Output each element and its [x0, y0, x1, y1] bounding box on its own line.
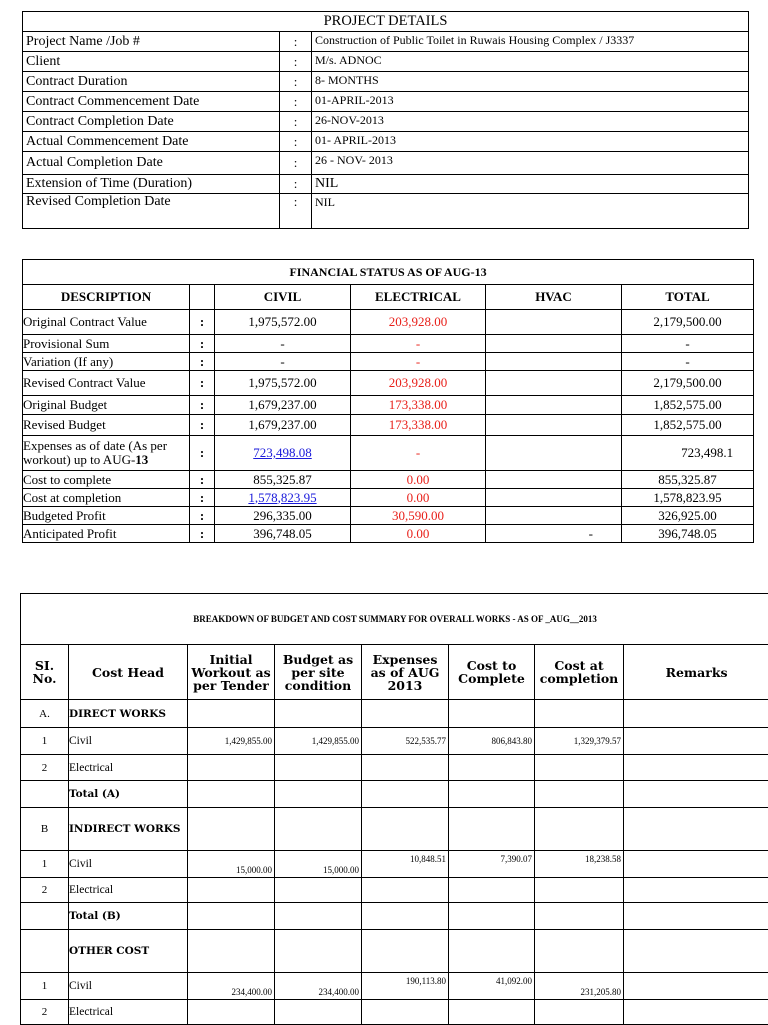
project-details-title: PROJECT DETAILS — [23, 12, 749, 32]
total-value: 326,925.00 — [622, 507, 754, 525]
financial-header-row — [23, 285, 754, 310]
row-number: 2 — [21, 1000, 69, 1025]
electrical-value: - — [351, 335, 486, 353]
row-number: 1 — [21, 728, 69, 755]
electrical-value: 173,338.00 — [351, 415, 486, 436]
civil-value: 396,748.05 — [215, 525, 351, 543]
project-value: 01- APRIL-2013 — [312, 132, 749, 152]
table-row — [21, 728, 768, 755]
total-value: 2,179,500.00 — [622, 310, 754, 335]
civil-value: - — [215, 353, 351, 371]
row-number: 1 — [21, 973, 69, 1000]
cost-head: Civil — [69, 728, 188, 755]
total-value: - — [622, 335, 754, 353]
column-header: Initial Workout as per Tender — [188, 645, 275, 700]
total-value: 396,748.05 — [622, 525, 754, 543]
project-sep: : — [280, 175, 312, 194]
civil-value-link[interactable]: 1,578,823.95 — [248, 490, 316, 505]
financial-row — [23, 353, 754, 371]
hvac-value — [486, 471, 622, 489]
budget-site: 234,400.00 — [275, 973, 362, 1000]
row-label: Original Contract Value — [23, 310, 190, 335]
cost-to-complete: 806,843.80 — [449, 728, 535, 755]
financial-status-table — [22, 259, 754, 543]
civil-value-link[interactable]: 723,498.08 — [253, 445, 312, 460]
project-label: Contract Duration — [23, 72, 280, 92]
column-header: Budget as per site condition — [275, 645, 362, 700]
column-header-blank — [190, 285, 215, 310]
row-label: Original Budget — [23, 396, 190, 415]
section-title: INDIRECT WORKS — [69, 808, 188, 851]
breakdown-title: BREAKDOWN OF BUDGET AND COST SUMMARY FOR OVERALL WORKS - AS OF _AUG__2013 — [21, 594, 768, 645]
expenses: 190,113.80 — [362, 973, 449, 1000]
cost-at-completion: 1,329,379.57 — [535, 728, 624, 755]
hvac-value — [486, 489, 622, 507]
total-value: 855,325.87 — [622, 471, 754, 489]
project-row — [23, 72, 749, 92]
project-sep: : — [280, 194, 312, 229]
section-row — [21, 930, 768, 973]
project-label: Extension of Time (Duration) — [23, 175, 280, 194]
section-title: OTHER COST — [69, 930, 188, 973]
row-colon: : — [190, 525, 215, 543]
row-label: Budgeted Profit — [23, 507, 190, 525]
project-label: Project Name /Job # — [23, 32, 280, 52]
row-colon: : — [190, 310, 215, 335]
project-sep: : — [280, 152, 312, 175]
cost-head: Civil — [69, 973, 188, 1000]
section-row — [21, 700, 768, 728]
row-number: 1 — [21, 851, 69, 878]
financial-row — [23, 525, 754, 543]
project-row — [23, 92, 749, 112]
row-label — [23, 436, 190, 471]
project-row — [23, 175, 749, 194]
total-row — [21, 903, 768, 930]
row-number: 2 — [21, 755, 69, 781]
financial-row — [23, 507, 754, 525]
cost-head: Electrical — [69, 1000, 188, 1025]
project-label: Revised Completion Date — [23, 194, 280, 229]
table-row — [21, 1000, 768, 1025]
civil-value: 296,335.00 — [215, 507, 351, 525]
row-label-text: Expenses as of date (As per workout) up to AUG- — [23, 438, 167, 467]
hvac-value — [486, 507, 622, 525]
project-label: Actual Completion Date — [23, 152, 280, 175]
electrical-value: 203,928.00 — [351, 371, 486, 396]
remarks — [624, 973, 768, 1000]
table-row — [21, 878, 768, 903]
financial-row — [23, 415, 754, 436]
row-colon: : — [190, 371, 215, 396]
column-header: DESCRIPTION — [23, 285, 190, 310]
project-value: 26-NOV-2013 — [312, 112, 749, 132]
electrical-value: 0.00 — [351, 471, 486, 489]
project-row — [23, 32, 749, 52]
total-value: - — [622, 353, 754, 371]
project-details-table — [22, 11, 749, 229]
project-value: Construction of Public Toilet in Ruwais Housing Complex / J3337 — [312, 32, 749, 52]
project-row — [23, 132, 749, 152]
breakdown-header-row — [21, 645, 768, 700]
civil-value: 1,679,237.00 — [215, 396, 351, 415]
row-colon: : — [190, 335, 215, 353]
project-value: 26 - NOV- 2013 — [312, 152, 749, 175]
project-value: M/s. ADNOC — [312, 52, 749, 72]
row-colon: : — [190, 353, 215, 371]
column-header: Cost to Complete — [449, 645, 535, 700]
project-row — [23, 194, 749, 229]
total-value: 1,852,575.00 — [622, 396, 754, 415]
total-row — [21, 781, 768, 808]
cost-to-complete: 7,390.07 — [449, 851, 535, 878]
row-label: Revised Budget — [23, 415, 190, 436]
civil-value[interactable] — [215, 436, 351, 471]
cost-at-completion: 18,238.58 — [535, 851, 624, 878]
column-header: HVAC — [486, 285, 622, 310]
civil-value: 1,975,572.00 — [215, 371, 351, 396]
remarks — [624, 851, 768, 878]
project-value: 8- MONTHS — [312, 72, 749, 92]
electrical-value: 0.00 — [351, 489, 486, 507]
column-header: Expenses as of AUG 2013 — [362, 645, 449, 700]
project-label: Contract Completion Date — [23, 112, 280, 132]
row-colon: : — [190, 489, 215, 507]
column-header: SI. No. — [21, 645, 69, 700]
section-title: DIRECT WORKS — [69, 700, 188, 728]
column-header: Remarks — [624, 645, 768, 700]
remarks — [624, 728, 768, 755]
financial-row — [23, 396, 754, 415]
table-row — [21, 755, 768, 781]
budget-breakdown-table — [20, 593, 768, 1025]
cost-at-completion: 231,205.80 — [535, 973, 624, 1000]
financial-status-title: FINANCIAL STATUS AS OF AUG-13 — [23, 260, 754, 285]
project-label: Client — [23, 52, 280, 72]
financial-row — [23, 471, 754, 489]
electrical-value: 173,338.00 — [351, 396, 486, 415]
project-row — [23, 52, 749, 72]
project-sep: : — [280, 132, 312, 152]
project-row — [23, 112, 749, 132]
total-value: 1,578,823.95 — [622, 489, 754, 507]
row-label: Variation (If any) — [23, 353, 190, 371]
electrical-value: 30,590.00 — [351, 507, 486, 525]
project-value: NIL — [312, 194, 749, 229]
row-colon: : — [190, 396, 215, 415]
row-label: Cost at completion — [23, 489, 190, 507]
total-value: 2,179,500.00 — [622, 371, 754, 396]
column-header: Cost at completion — [535, 645, 624, 700]
project-sep: : — [280, 32, 312, 52]
section-row — [21, 808, 768, 851]
row-label: Anticipated Profit — [23, 525, 190, 543]
row-label: Revised Contract Value — [23, 371, 190, 396]
electrical-value: - — [351, 436, 486, 471]
civil-value: 1,679,237.00 — [215, 415, 351, 436]
total-value: 723,498.1 — [622, 436, 754, 471]
electrical-value: 203,928.00 — [351, 310, 486, 335]
electrical-value: - — [351, 353, 486, 371]
financial-row — [23, 371, 754, 396]
initial-workout: 1,429,855.00 — [188, 728, 275, 755]
budget-site: 15,000.00 — [275, 851, 362, 878]
row-colon: : — [190, 507, 215, 525]
project-value: NIL — [312, 175, 749, 194]
financial-row — [23, 436, 754, 471]
hvac-value — [486, 310, 622, 335]
cost-head: Civil — [69, 851, 188, 878]
row-number: 2 — [21, 878, 69, 903]
row-label: Cost to complete — [23, 471, 190, 489]
initial-workout: 15,000.00 — [188, 851, 275, 878]
table-row — [21, 973, 768, 1000]
electrical-value: 0.00 — [351, 525, 486, 543]
project-row — [23, 152, 749, 175]
cost-to-complete: 41,092.00 — [449, 973, 535, 1000]
section-number: A. — [21, 700, 69, 728]
column-header: CIVIL — [215, 285, 351, 310]
total-label: Total (A) — [69, 781, 188, 808]
civil-value: - — [215, 335, 351, 353]
project-sep: : — [280, 112, 312, 132]
financial-row — [23, 335, 754, 353]
civil-value: 855,325.87 — [215, 471, 351, 489]
row-colon: : — [190, 436, 215, 471]
hvac-value — [486, 371, 622, 396]
expenses: 522,535.77 — [362, 728, 449, 755]
civil-value[interactable] — [215, 489, 351, 507]
financial-row — [23, 310, 754, 335]
hvac-value — [486, 353, 622, 371]
project-sep: : — [280, 92, 312, 112]
column-header: ELECTRICAL — [351, 285, 486, 310]
hvac-value — [486, 436, 622, 471]
project-sep: : — [280, 52, 312, 72]
column-header: Cost Head — [69, 645, 188, 700]
civil-value: 1,975,572.00 — [215, 310, 351, 335]
hvac-value — [486, 335, 622, 353]
financial-row — [23, 489, 754, 507]
project-label: Contract Commencement Date — [23, 92, 280, 112]
section-number: B — [21, 808, 69, 851]
project-sep: : — [280, 72, 312, 92]
row-colon: : — [190, 415, 215, 436]
cost-head: Electrical — [69, 755, 188, 781]
hvac-value — [486, 396, 622, 415]
initial-workout: 234,400.00 — [188, 973, 275, 1000]
total-label: Total (B) — [69, 903, 188, 930]
row-colon: : — [190, 471, 215, 489]
hvac-value: - — [486, 525, 622, 543]
table-row — [21, 851, 768, 878]
cost-head: Electrical — [69, 878, 188, 903]
row-label-month: 13 — [135, 452, 148, 467]
expenses: 10,848.51 — [362, 851, 449, 878]
hvac-value — [486, 415, 622, 436]
total-value: 1,852,575.00 — [622, 415, 754, 436]
row-label: Provisional Sum — [23, 335, 190, 353]
project-value: 01-APRIL-2013 — [312, 92, 749, 112]
column-header: TOTAL — [622, 285, 754, 310]
project-label: Actual Commencement Date — [23, 132, 280, 152]
budget-site: 1,429,855.00 — [275, 728, 362, 755]
